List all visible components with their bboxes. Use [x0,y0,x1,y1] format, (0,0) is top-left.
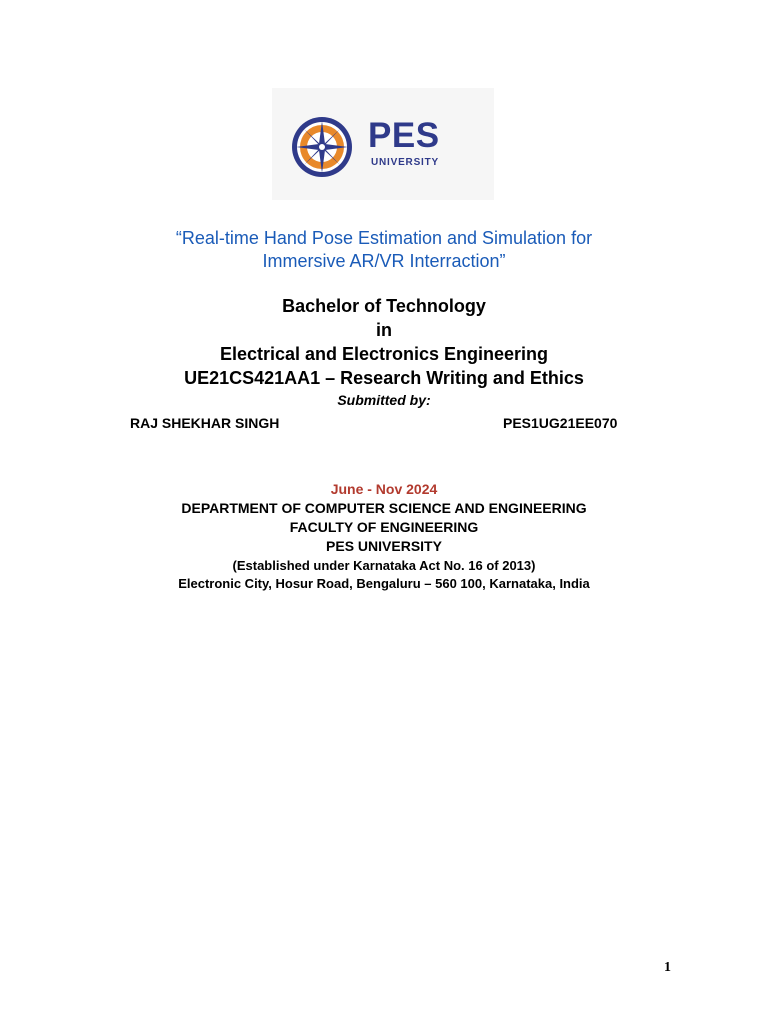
student-id: PES1UG21EE070 [503,415,618,431]
faculty-name: FACULTY OF ENGINEERING [289,519,479,535]
department-name: DEPARTMENT OF COMPUTER SCIENCE AND ENGINEERING [181,500,587,516]
academic-period: June - Nov 2024 [330,481,438,497]
degree-name: Bachelor of Technology [282,296,486,316]
degree-branch: Electrical and Electronics Engineering [219,344,549,364]
course-title: UE21CS421AA1 – Research Writing and Ethics [184,368,584,388]
project-title-line-1: “Real-time Hand Pose Estimation and Simulation for [175,228,593,248]
page-number: 1 [664,960,671,975]
university-address: Electronic City, Hosur Road, Bengaluru – 560 100, Karnataka, India [178,576,590,591]
university-name: PES UNIVERSITY [326,538,442,554]
compass-star-emblem-icon [290,115,354,179]
university-logo [272,88,494,200]
logo-subtext: UNIVERSITY [371,157,440,168]
student-name: RAJ SHEKHAR SINGH [130,415,280,431]
project-title-line-2: Immersive AR/VR Interraction” [262,251,506,271]
submitted-by-label: Submitted by: [337,392,431,408]
degree-in: in [376,320,392,340]
logo-wordmark: PES [368,116,440,155]
establishment-note: (Established under Karnataka Act No. 16 of 2013) [232,558,536,573]
